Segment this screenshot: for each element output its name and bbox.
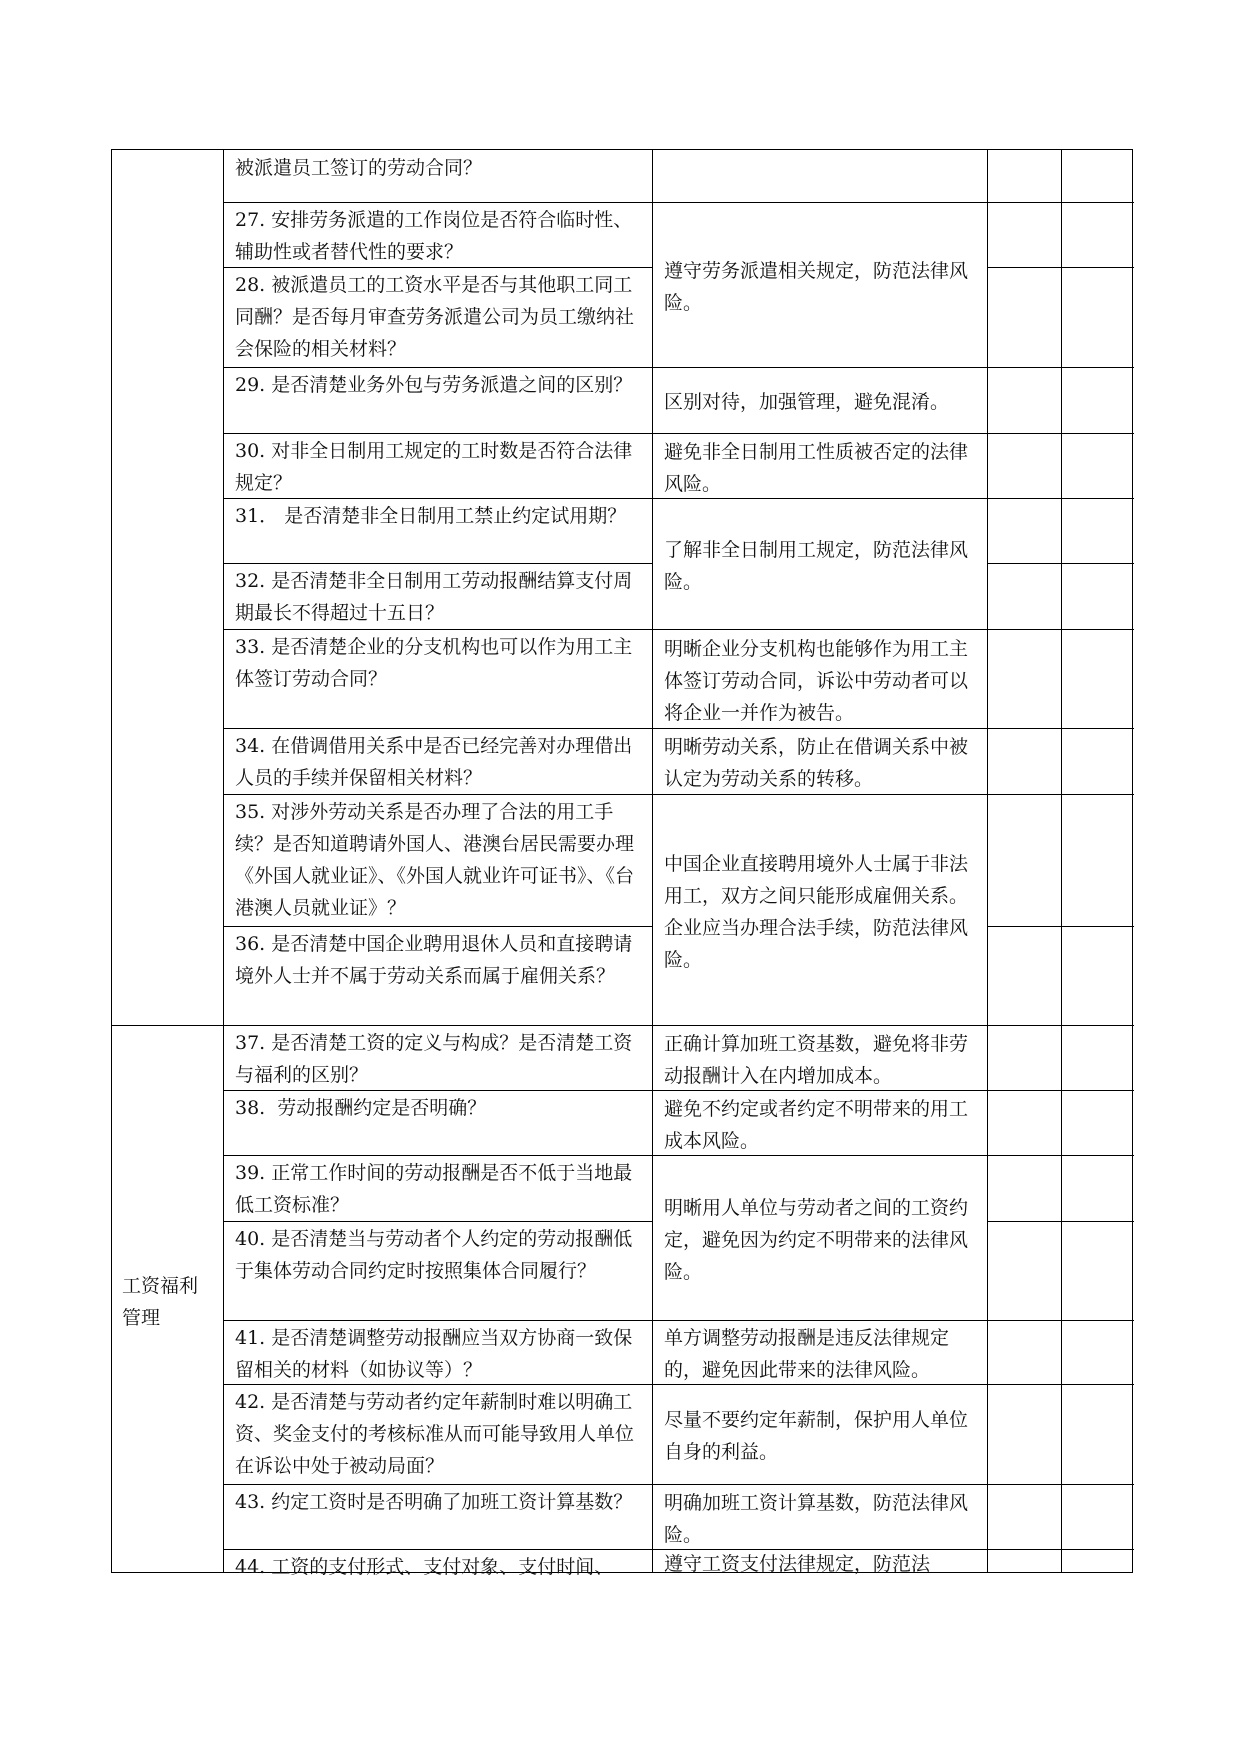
column-divider <box>1061 150 1062 1572</box>
cell-text: 30. 对非全日制用工规定的工时数是否符合法律规定？ <box>235 440 633 494</box>
question-cell <box>223 202 652 267</box>
answer-cell <box>652 1484 987 1549</box>
answer-cell <box>652 202 987 367</box>
answer-cell <box>652 1320 987 1384</box>
cell-text: 了解非全日制用工规定，防范法律风险。 <box>664 538 969 593</box>
cell-text: 44. 工资的支付形式、支付对象、支付时间、 <box>235 1556 614 1578</box>
row-divider <box>987 1484 1134 1485</box>
cell-text: 区别对待，加强管理，避免混淆。 <box>664 391 950 413</box>
row-divider <box>987 498 1134 499</box>
question-cell <box>223 267 652 367</box>
row-divider <box>987 926 1134 927</box>
cell-text: 明确加班工资计算基数，防范法律风险。 <box>664 1491 969 1546</box>
cell-text: 38. 劳动报酬约定是否明确？ <box>235 1097 487 1119</box>
cell-text: 41. 是否清楚调整劳动报酬应当双方协商一致保留相关的材料（如协议等）？ <box>235 1327 633 1381</box>
cell-text: 43. 约定工资时是否明确了加班工资计算基数？ <box>235 1491 633 1513</box>
answer-cell <box>652 728 987 794</box>
cell-text: 42. 是否清楚与劳动者约定年薪制时难以明确工资、奖金支付的考核标准从而可能导致用人单位在诉讼中处于被动局面？ <box>235 1391 635 1477</box>
row-divider <box>987 1025 1134 1026</box>
column-divider <box>987 150 988 1572</box>
question-cell <box>223 1384 652 1484</box>
row-divider <box>987 1549 1134 1550</box>
row-divider <box>987 367 1134 368</box>
question-cell <box>223 563 652 629</box>
question-cell <box>223 1484 652 1549</box>
answer-cell <box>652 1384 987 1484</box>
cell-text: 31． 是否清楚非全日制用工禁止约定试用期？ <box>235 505 627 527</box>
cell-text: 明晰劳动关系，防止在借调关系中被认定为劳动关系的转移。 <box>664 736 969 790</box>
question-cell <box>223 1155 652 1221</box>
row-divider <box>987 563 1134 564</box>
question-cell <box>223 1090 652 1155</box>
question-cell <box>223 728 652 794</box>
row-divider <box>987 1090 1134 1091</box>
cell-text: 被派遣员工签订的劳动合同？ <box>235 157 483 179</box>
row-divider <box>987 629 1134 630</box>
cell-text: 28. 被派遣员工的工资水平是否与其他职工同工同酬？是否每月审查劳务派遣公司为员工缴纳社会保险的相关材料？ <box>235 274 635 360</box>
cell-text: 单方调整劳动报酬是违反法律规定的，避免因此带来的法律风险。 <box>664 1327 950 1381</box>
cell-text: 明晰企业分支机构也能够作为用工主体签订劳动合同，诉讼中劳动者可以将企业一并作为被告。 <box>664 637 969 724</box>
answer-cell <box>652 498 987 629</box>
cell-text: 27. 安排劳务派遣的工作岗位是否符合临时性、辅助性或者替代性的要求？ <box>235 209 633 263</box>
question-cell <box>223 794 652 926</box>
row-divider <box>987 1384 1134 1385</box>
cell-text: 明晰用人单位与劳动者之间的工资约定，避免因为约定不明带来的法律风险。 <box>664 1196 969 1283</box>
checklist-table <box>111 149 1133 1578</box>
cell-text: 避免非全日制用工性质被否定的法律风险。 <box>664 440 969 495</box>
question-cell <box>223 498 652 563</box>
answer-cell <box>652 1155 987 1320</box>
answer-cell <box>652 1549 987 1574</box>
row-divider <box>987 1155 1134 1156</box>
cell-text: 40. 是否清楚当与劳动者个人约定的劳动报酬低于集体劳动合同约定时按照集体合同履行？ <box>235 1228 633 1282</box>
question-cell <box>223 433 652 498</box>
question-cell <box>223 629 652 728</box>
cell-text: 正确计算加班工资基数，避免将非劳动报酬计入在内增加成本。 <box>664 1032 969 1087</box>
row-divider <box>987 1221 1134 1222</box>
cell-text: 避免不约定或者约定不明带来的用工成本风险。 <box>664 1097 969 1152</box>
cell-text: 37. 是否清楚工资的定义与构成？是否清楚工资与福利的区别？ <box>235 1032 633 1086</box>
answer-cell <box>652 629 987 728</box>
cell-text: 尽量不要约定年薪制，保护用人单位自身的利益。 <box>664 1409 969 1463</box>
answer-cell <box>652 794 987 1025</box>
cell-text: 32. 是否清楚非全日制用工劳动报酬结算支付周期最长不得超过十五日？ <box>235 570 633 624</box>
cell-text: 39. 正常工作时间的劳动报酬是否不低于当地最低工资标准？ <box>235 1162 633 1216</box>
question-cell <box>223 1025 652 1090</box>
cell-text: 遵守工资支付法律规定，防范法 <box>664 1552 931 1575</box>
row-divider <box>987 794 1134 795</box>
cell-text: 36. 是否清楚中国企业聘用退休人员和直接聘请境外人士并不属于劳动关系而属于雇佣关系？ <box>235 933 633 987</box>
answer-cell <box>652 1090 987 1155</box>
answer-cell <box>652 1025 987 1090</box>
cell-text: 35. 对涉外劳动关系是否办理了合法的用工手续？是否知道聘请外国人、港澳台居民需要办理《外国人就业证》、《外国人就业许可证书》、《台港澳人员就业证》？ <box>235 801 635 919</box>
row-divider <box>987 433 1134 434</box>
answer-cell <box>652 150 987 202</box>
question-cell <box>223 1549 652 1578</box>
question-cell <box>223 926 652 1025</box>
row-divider <box>987 202 1134 203</box>
cell-text: 遵守劳务派遣相关规定，防范法律风险。 <box>664 259 969 314</box>
row-divider <box>987 267 1134 268</box>
question-cell <box>223 367 652 433</box>
question-cell <box>223 150 652 202</box>
category-cell <box>112 1025 223 1574</box>
row-divider <box>987 728 1134 729</box>
question-cell <box>223 1320 652 1384</box>
question-cell <box>223 1221 652 1320</box>
cell-text: 34. 在借调借用关系中是否已经完善对办理借出人员的手续并保留相关材料？ <box>235 735 633 789</box>
cell-text: 29. 是否清楚业务外包与劳务派遣之间的区别？ <box>235 374 633 396</box>
cell-text: 中国企业直接聘用境外人士属于非法用工，双方之间只能形成雇佣关系。企业应当办理合法手续，防范法律风险。 <box>664 852 969 971</box>
cell-text: 33. 是否清楚企业的分支机构也可以作为用工主体签订劳动合同？ <box>235 636 633 690</box>
row-divider <box>987 1320 1134 1321</box>
cell-text: 工资福利管理 <box>122 1274 199 1329</box>
answer-cell <box>652 433 987 498</box>
answer-cell <box>652 367 987 433</box>
